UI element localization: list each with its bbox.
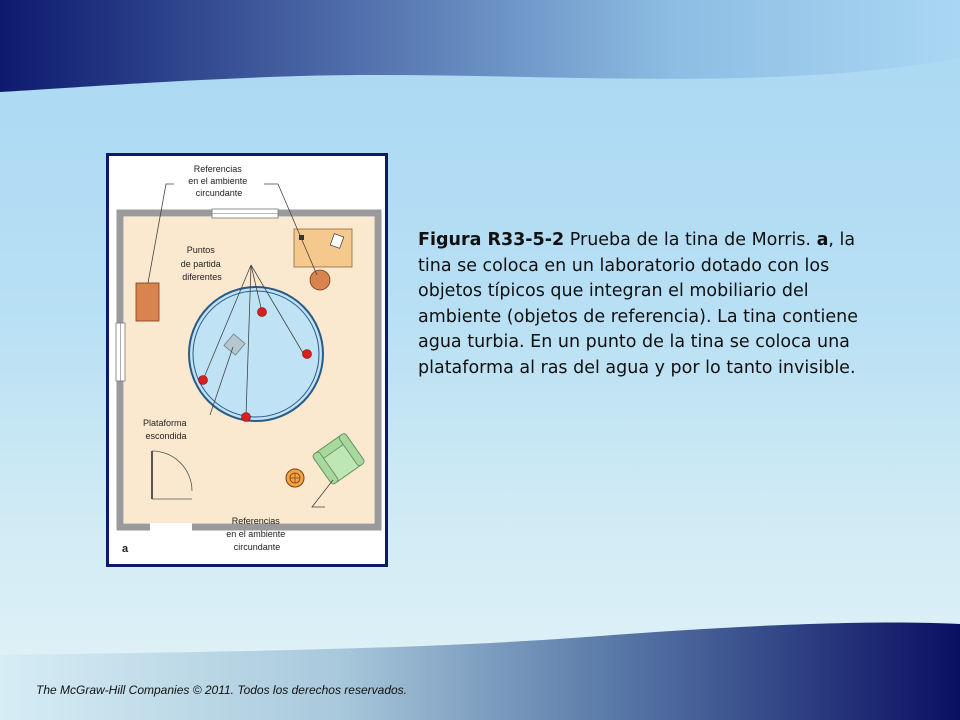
top-band [0, 0, 960, 92]
desk [294, 229, 352, 267]
figure-caption [418, 228, 868, 381]
bottom-band [0, 623, 960, 720]
caption-title-rest: Prueba de la tina de Morris. [564, 230, 811, 250]
door-gap [150, 523, 192, 531]
caption-panel-letter: a [816, 230, 829, 250]
caption-body: , la tina se coloca en un laboratorio dotado con los objetos típicos que integran el mobiliario del ambiente (objetos de referencia). La tina contiene agua turbia. En un punto de la tina se coloca una plataforma al ras del agua y por lo tanto invisible. [418, 230, 858, 378]
label-references-top: Referencias en el ambiente circundante [188, 164, 248, 198]
start-point [199, 376, 208, 385]
label-hidden-platform: Plataforma escondida [142, 418, 187, 441]
label-references-bottom: Referencias en el ambiente circundante [226, 516, 286, 552]
caption-title: Figura R33-5-2 [418, 230, 565, 250]
label-start-points: Puntos de partida diferentes [180, 245, 222, 282]
desk-chair [310, 270, 330, 290]
cabinet [136, 283, 159, 321]
label-panel-letter: a [122, 543, 129, 555]
morris-maze-diagram [106, 153, 388, 567]
start-point [258, 308, 267, 317]
start-point [242, 413, 251, 422]
copyright-footer: The McGraw-Hill Companies © 2011. Todos los derechos reservados. [36, 683, 408, 697]
start-point [303, 350, 312, 359]
